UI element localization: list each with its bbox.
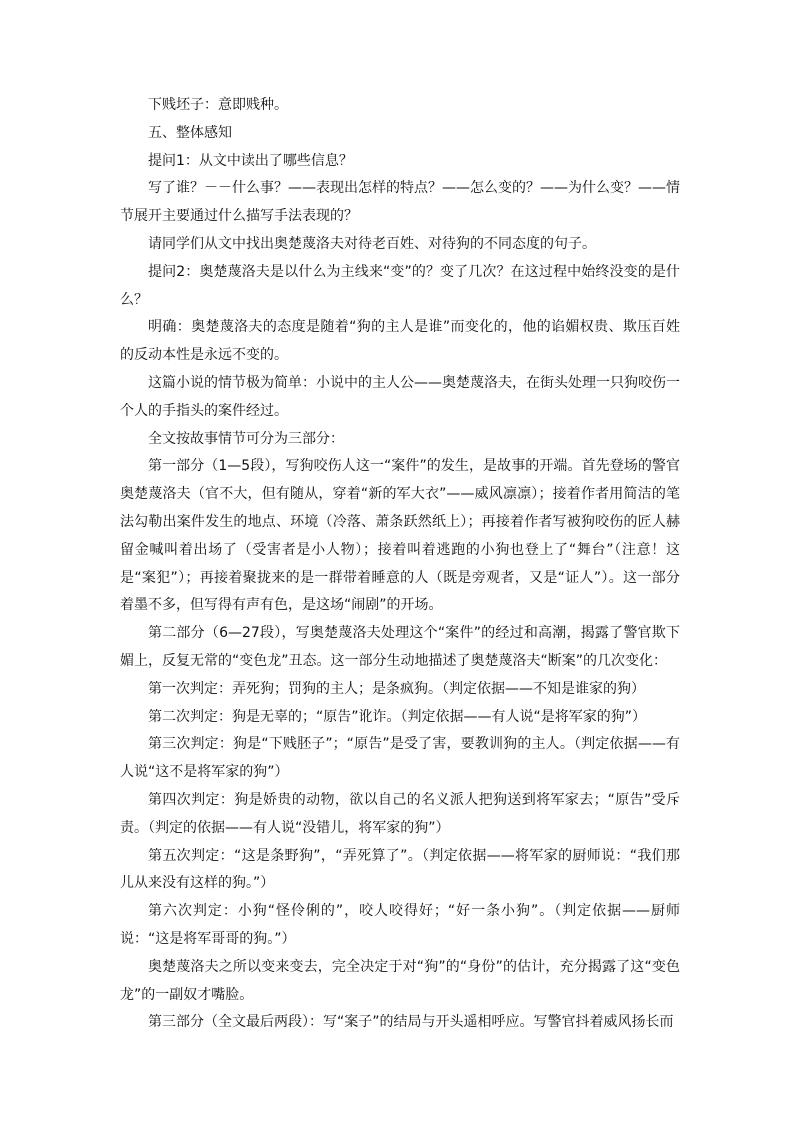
paragraph-3: 提问1：从文中读出了哪些信息？ — [148, 152, 353, 169]
paragraph-13: 第二次判定：狗是无辜的；“原告”讹诈。（判定依据——有人说“是将军家的狗”） — [148, 708, 647, 725]
paragraph-4: 写了谁？－－什么事？——表现出怎样的特点？——怎么变的？——为什么变？——情节展开主要通过什么描写手法表现的？ — [120, 180, 680, 225]
paragraph-18: 奥楚蔑洛夫之所以变来变去，完全决定于对“狗”的“身份”的估计，充分揭露了这“变色龙”的一副奴才嘴脸。 — [120, 958, 680, 1003]
paragraph-16: 第五次判定：“这是条野狗”，“弄死算了”。（判定依据——将军家的厨师说：“我们那儿从来没有这样的狗。”） — [120, 847, 680, 892]
paragraph-6: 提问2：奥楚蔑洛夫是以什么为主线来“变”的？变了几次？在这过程中始终没变的是什么？ — [120, 263, 680, 308]
paragraph-9: 全文按故事情节可分为三部分： — [148, 430, 344, 447]
paragraph-1: 下贱坯子：意即贱种。 — [148, 97, 288, 113]
document-body — [120, 92, 680, 1037]
paragraph-19: 第三部分（全文最后两段）：写“案子”的结局与开头遥相呼应。写警官抖着威风扬长而 — [148, 1014, 674, 1031]
paragraph-5: 请同学们从文中找出奥楚蔑洛夫对待老百姓、对待狗的不同态度的句子。 — [148, 235, 596, 252]
paragraph-15: 第四次判定：狗是娇贵的动物，欲以自己的名义派人把狗送到将军家去；“原告”受斥责。（判定的依据——有人说“没错儿，将军家的狗”） — [120, 791, 680, 836]
paragraph-14: 第三次判定：狗是“下贱胚子”；“原告”是受了害，要教训狗的主人。（判定依据——有人说“这不是将军家的狗”） — [120, 736, 680, 781]
paragraph-8: 这篇小说的情节极为简单：小说中的主人公——奥楚蔑洛夫，在街头处理一只狗咬伤一个人的手指头的案件经过。 — [120, 374, 680, 419]
paragraph-12: 第一次判定：弄死狗；罚狗的主人；是条疯狗。（判定依据——不知是谁家的狗） — [148, 680, 645, 697]
paragraph-7: 明确：奥楚蔑洛夫的态度是随着“狗的主人是谁”而变化的，他的谄媚权贵、欺压百姓的反动本性是永远不变的。 — [120, 319, 680, 364]
paragraph-17: 第六次判定：小狗“怪伶俐的”，咬人咬得好；“好一条小狗”。（判定依据——厨师说：“这是将军哥哥的狗。”） — [120, 903, 680, 947]
paragraph-11: 第二部分（6—27段），写奥楚蔑洛夫处理这个“案件”的经过和高潮，揭露了警官欺下媚上，反复无常的“变色龙”丑态。这一部分生动地描述了奥楚蔑洛夫“断案”的几次变化： — [120, 625, 680, 669]
section-heading: 五、整体感知 — [148, 124, 232, 141]
paragraph-10: 第一部分（1—5段），写狗咬伤人这一“案件”的发生，是故事的开端。首先登场的警官奥楚蔑洛夫（官不大，但有随从，穿着“新的军大衣”——威风凛凛）；接着作者用简洁的笔法勾勒出案件发生的地点、环境（冷落、萧条跃然纸上）；再接着作者写被狗咬伤的匠人赫留金喊叫着出场了（受害者是小人物）；接着叫着逃跑的小狗也登上了“舞台”（注意！这是“案犯”）；再接着聚拢来的是一群带着睡意的人（既是旁观者，又是“证人”）。这一部分着墨不多，但写得有声有色，是这场“闹剧”的开场。 — [120, 458, 680, 614]
